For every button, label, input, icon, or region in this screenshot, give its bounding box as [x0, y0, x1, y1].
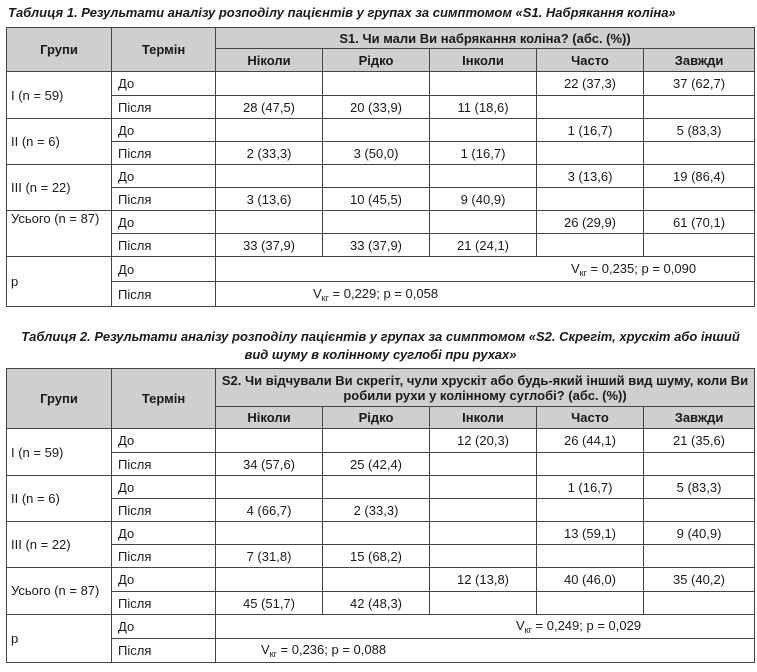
value-cell: 3 (50,0) [323, 142, 430, 165]
value-cell [323, 568, 430, 592]
term-cell: Після [112, 499, 216, 522]
value-cell: 5 (83,3) [644, 119, 755, 142]
value-cell [216, 522, 323, 545]
value-cell [537, 142, 644, 165]
p-row-after [7, 282, 755, 307]
group-label: II (n = 6) [7, 476, 112, 522]
table-row [7, 545, 755, 568]
value-cell [644, 96, 755, 119]
term-cell: Після [112, 453, 216, 476]
value-cell: 5 (83,3) [644, 476, 755, 499]
value-cell [537, 545, 644, 568]
term-cell: До [112, 165, 216, 188]
p-value-before [216, 615, 755, 639]
column-header: Завжди [644, 407, 755, 429]
v-symbol: V [261, 642, 270, 657]
term-cell: До [112, 522, 216, 545]
value-cell: 10 (45,5) [323, 188, 430, 211]
term-cell: До [112, 211, 216, 234]
table-row [7, 568, 755, 592]
value-cell [216, 568, 323, 592]
term-header: Термін [112, 369, 216, 429]
p-value-before [216, 257, 755, 282]
value-cell [323, 165, 430, 188]
term-cell: До [112, 615, 216, 639]
value-cell: 45 (51,7) [216, 592, 323, 615]
column-header: Завжди [644, 49, 755, 72]
value-cell [644, 499, 755, 522]
table-row [7, 234, 755, 257]
value-cell [537, 188, 644, 211]
value-cell [430, 453, 537, 476]
value-cell [216, 119, 323, 142]
v-subscript: кг [269, 649, 277, 659]
group-label: Усього (n = 87) [7, 211, 112, 257]
term-cell: Після [112, 545, 216, 568]
value-cell: 42 (48,3) [323, 592, 430, 615]
group-label: Усього (n = 87) [7, 568, 112, 615]
column-header: Інколи [430, 49, 537, 72]
column-header: Ніколи [216, 407, 323, 429]
table1-caption: Таблиця 1. Результати аналізу розподілу пацієнтів у групах за симптомом «S1. Набрякання коліна» [8, 5, 676, 20]
column-header: Часто [537, 49, 644, 72]
value-cell [430, 545, 537, 568]
value-cell [537, 453, 644, 476]
value-cell: 26 (29,9) [537, 211, 644, 234]
value-cell [216, 476, 323, 499]
value-cell: 2 (33,3) [323, 499, 430, 522]
value-cell [323, 429, 430, 453]
p-row-before [7, 257, 755, 282]
v-subscript: кг [321, 292, 329, 303]
value-cell: 9 (40,9) [430, 188, 537, 211]
v-symbol: V [313, 285, 322, 301]
value-cell: 2 (33,3) [216, 142, 323, 165]
value-cell: 11 (18,6) [430, 96, 537, 119]
table-row [7, 476, 755, 499]
table-row [7, 592, 755, 615]
table-row [7, 188, 755, 211]
value-cell [430, 72, 537, 96]
value-cell: 3 (13,6) [537, 165, 644, 188]
value-cell [430, 211, 537, 234]
term-cell: До [112, 429, 216, 453]
value-cell: 1 (16,7) [537, 119, 644, 142]
question-header: S2. Чи відчували Ви скрегіт, чули хрускіт або будь-який інший вид шуму, коли Ви робили рухи у колінному суглобі? (абс. (%)) [216, 369, 755, 407]
value-cell: 34 (57,6) [216, 453, 323, 476]
v-value: = 0,229; p = 0,058 [328, 285, 439, 301]
value-cell [323, 119, 430, 142]
term-cell: До [112, 119, 216, 142]
value-cell: 35 (40,2) [644, 568, 755, 592]
header-row [7, 28, 755, 49]
p-label: p [7, 257, 112, 307]
value-cell: 28 (47,5) [216, 96, 323, 119]
group-label: III (n = 22) [7, 165, 112, 211]
group-label: I (n = 59) [7, 429, 112, 476]
value-cell: 4 (66,7) [216, 499, 323, 522]
p-row-before [7, 615, 755, 639]
table-row [7, 72, 755, 96]
column-header: Рідко [323, 49, 430, 72]
value-cell [430, 499, 537, 522]
value-cell: 33 (37,9) [216, 234, 323, 257]
value-cell: 19 (86,4) [644, 165, 755, 188]
value-cell [430, 165, 537, 188]
group-label: I (n = 59) [7, 72, 112, 119]
value-cell: 25 (42,4) [323, 453, 430, 476]
question-header: S1. Чи мали Ви набрякання коліна? (абс. (%)) [216, 28, 755, 49]
value-cell [216, 72, 323, 96]
value-cell: 12 (20,3) [430, 429, 537, 453]
value-cell [537, 499, 644, 522]
term-cell: Після [112, 96, 216, 119]
p-row-after [7, 639, 755, 663]
table-row [7, 142, 755, 165]
group-label: III (n = 22) [7, 522, 112, 568]
v-symbol: V [516, 618, 525, 633]
header-row [7, 369, 755, 407]
value-cell: 22 (37,3) [537, 72, 644, 96]
group-label: II (n = 6) [7, 119, 112, 165]
column-header: Рідко [323, 407, 430, 429]
table-row [7, 211, 755, 234]
v-subscript: кг [579, 267, 587, 278]
v-subscript: кг [524, 625, 532, 635]
column-header: Ніколи [216, 49, 323, 72]
value-cell: 21 (35,6) [644, 429, 755, 453]
column-header: Інколи [430, 407, 537, 429]
term-cell: До [112, 568, 216, 592]
value-cell: 1 (16,7) [537, 476, 644, 499]
term-cell: Після [112, 639, 216, 663]
term-header: Термін [112, 28, 216, 72]
v-symbol: V [571, 260, 580, 276]
value-cell [644, 142, 755, 165]
value-cell [216, 165, 323, 188]
value-cell: 20 (33,9) [323, 96, 430, 119]
table2-caption: Таблиця 2. Результати аналізу розподілу пацієнтів у групах за симптомом «S2. Скрегіт, хрускіт або інший вид шуму в колінному суглобі при рухах» [21, 329, 740, 362]
value-cell [323, 522, 430, 545]
value-cell [537, 592, 644, 615]
table-row [7, 429, 755, 453]
term-cell: До [112, 72, 216, 96]
value-cell: 12 (13,8) [430, 568, 537, 592]
value-cell: 33 (37,9) [323, 234, 430, 257]
value-cell [216, 429, 323, 453]
value-cell [644, 545, 755, 568]
groups-header: Групи [7, 28, 112, 72]
term-cell: Після [112, 188, 216, 211]
value-cell [430, 476, 537, 499]
v-value: = 0,235; p = 0,090 [586, 260, 697, 276]
value-cell: 61 (70,1) [644, 211, 755, 234]
p-label: p [7, 615, 112, 663]
value-cell: 1 (16,7) [430, 142, 537, 165]
value-cell: 26 (44,1) [537, 429, 644, 453]
value-cell [537, 234, 644, 257]
v-value: = 0,249; p = 0,029 [531, 618, 642, 633]
term-cell: Після [112, 592, 216, 615]
value-cell [430, 119, 537, 142]
table-row [7, 499, 755, 522]
term-cell: До [112, 476, 216, 499]
value-cell: 21 (24,1) [430, 234, 537, 257]
table1 [6, 27, 755, 307]
value-cell: 9 (40,9) [644, 522, 755, 545]
term-cell: До [112, 257, 216, 282]
value-cell [644, 453, 755, 476]
value-cell [644, 592, 755, 615]
value-cell: 37 (62,7) [644, 72, 755, 96]
value-cell: 15 (68,2) [323, 545, 430, 568]
value-cell [323, 72, 430, 96]
term-cell: Після [112, 282, 216, 307]
value-cell [323, 211, 430, 234]
value-cell [537, 96, 644, 119]
value-cell [216, 211, 323, 234]
value-cell: 13 (59,1) [537, 522, 644, 545]
groups-header: Групи [7, 369, 112, 429]
value-cell: 3 (13,6) [216, 188, 323, 211]
table-row [7, 96, 755, 119]
p-value-after [216, 282, 755, 307]
value-cell [430, 592, 537, 615]
value-cell [644, 188, 755, 211]
p-value-after [216, 639, 755, 663]
value-cell: 40 (46,0) [537, 568, 644, 592]
table-row [7, 453, 755, 476]
value-cell [323, 476, 430, 499]
term-cell: Після [112, 142, 216, 165]
value-cell [644, 234, 755, 257]
table-row [7, 522, 755, 545]
table2 [6, 368, 755, 663]
table-row [7, 165, 755, 188]
value-cell [430, 522, 537, 545]
column-header: Часто [537, 407, 644, 429]
term-cell: Після [112, 234, 216, 257]
value-cell: 7 (31,8) [216, 545, 323, 568]
table-row [7, 119, 755, 142]
v-value: = 0,236; p = 0,088 [276, 642, 387, 657]
